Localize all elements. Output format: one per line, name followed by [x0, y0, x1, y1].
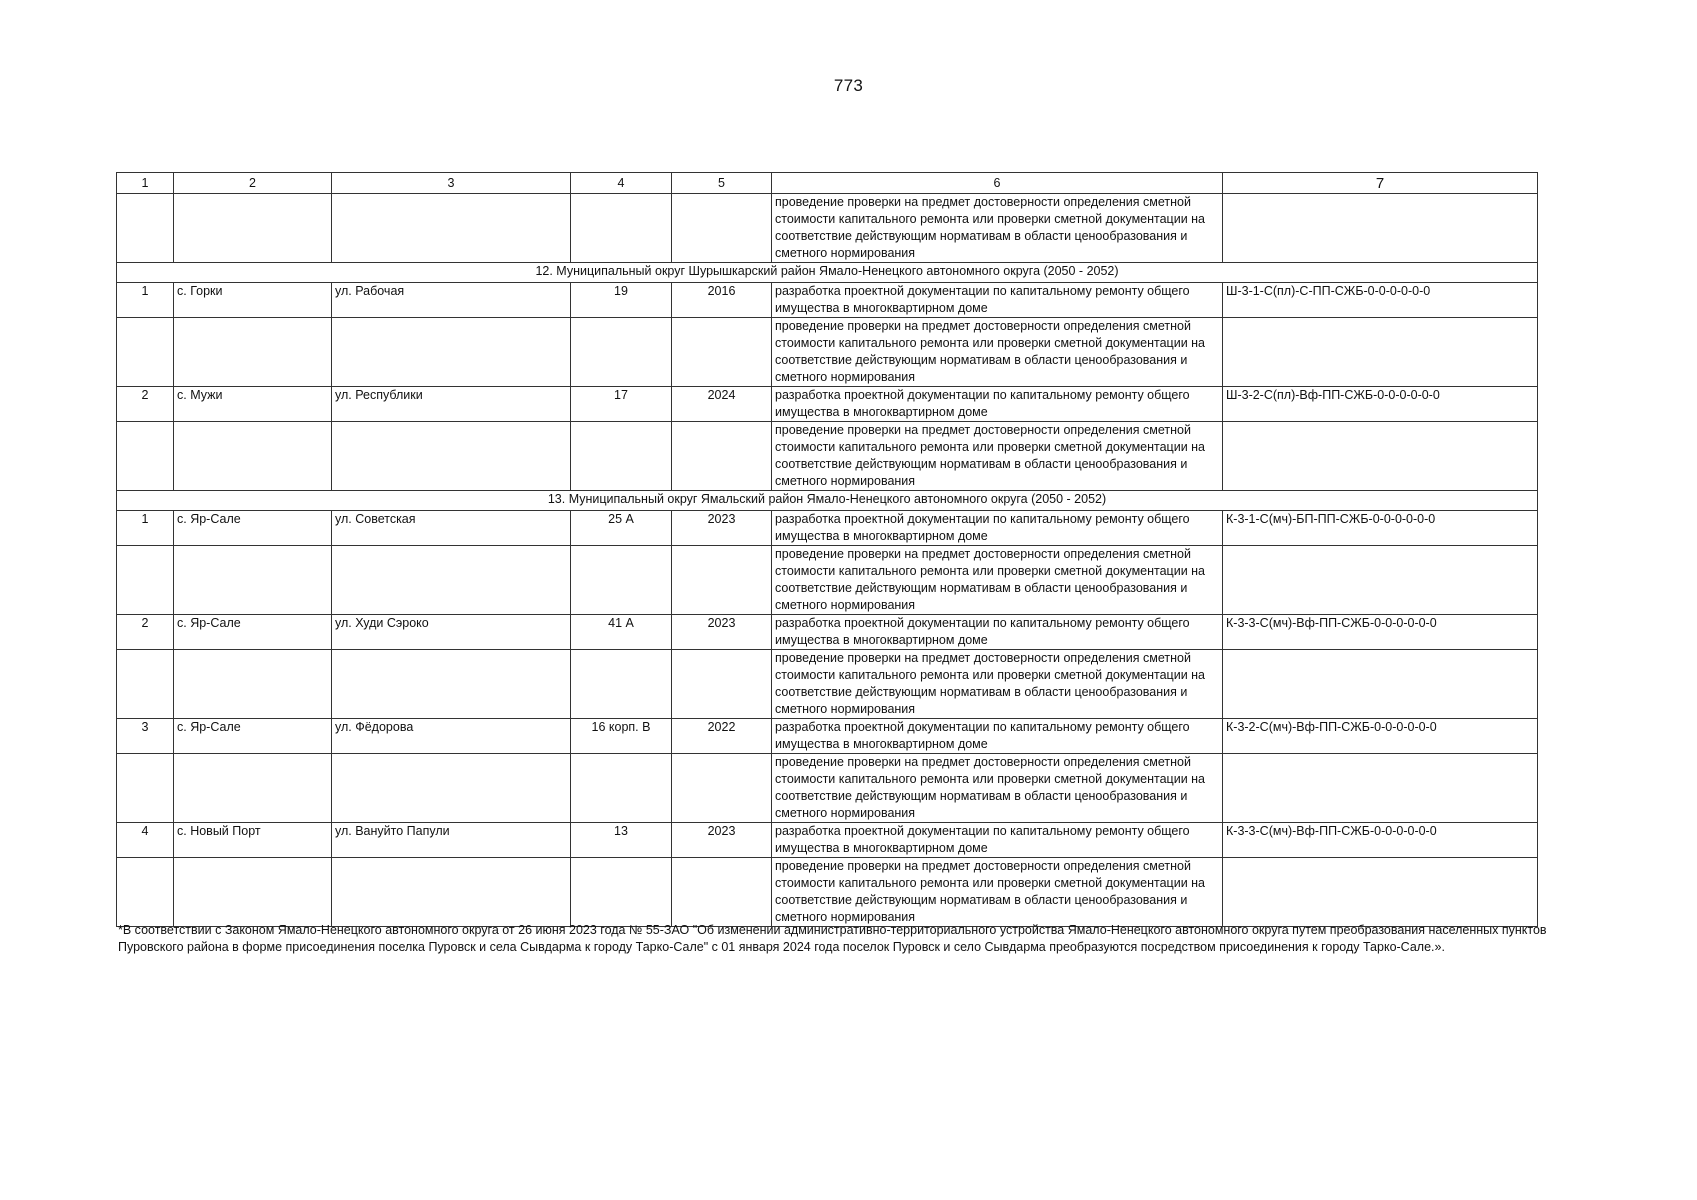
- column-header: 6: [772, 173, 1223, 194]
- locality-cell: с. Яр-Сале: [174, 719, 332, 754]
- column-header: 5: [672, 173, 772, 194]
- column-header: 7: [1223, 173, 1538, 194]
- table-row: [117, 650, 1538, 719]
- table-row: [117, 422, 1538, 491]
- house-cell: 19: [571, 283, 672, 318]
- row-number: 2: [117, 615, 174, 650]
- work-description: разработка проектной документации по капитальному ремонту общего имущества в многоквартирном доме: [772, 615, 1223, 650]
- table-row: [117, 194, 1538, 263]
- work-description: проведение проверки на предмет достоверности определения сметной стоимости капитального ремонта или проверки сметной документации на соответствие действующим нормативам в области ценообразования и сметного нормирования: [772, 422, 1223, 491]
- year-cell: 2023: [672, 823, 772, 858]
- row-number: 3: [117, 719, 174, 754]
- table-row: [117, 823, 1538, 858]
- year-cell: 2024: [672, 387, 772, 422]
- work-description: разработка проектной документации по капитальному ремонту общего имущества в многоквартирном доме: [772, 823, 1223, 858]
- locality-cell: с. Яр-Сале: [174, 615, 332, 650]
- house-cell: 13: [571, 823, 672, 858]
- row-number: 1: [117, 511, 174, 546]
- column-header: 4: [571, 173, 672, 194]
- work-description: проведение проверки на предмет достоверности определения сметной стоимости капитального ремонта или проверки сметной документации на соответствие действующим нормативам в области ценообразования и сметного нормирования: [772, 546, 1223, 615]
- year-cell: 2023: [672, 511, 772, 546]
- row-number: 4: [117, 823, 174, 858]
- table-row: [117, 615, 1538, 650]
- locality-cell: с. Яр-Сале: [174, 511, 332, 546]
- street-cell: ул. Худи Сэроко: [332, 615, 571, 650]
- work-description: разработка проектной документации по капитальному ремонту общего имущества в многоквартирном доме: [772, 719, 1223, 754]
- locality-cell: с. Горки: [174, 283, 332, 318]
- page-number: 773: [833, 76, 864, 95]
- code-cell: К-3-2-С(мч)-Вф-ПП-СЖБ-0-0-0-0-0-0: [1223, 719, 1538, 754]
- work-description: проведение проверки на предмет достоверности определения сметной стоимости капитального ремонта или проверки сметной документации на соответствие действующим нормативам в области ценообразования и сметного нормирования: [772, 650, 1223, 719]
- code-cell: Ш-3-2-С(пл)-Вф-ПП-СЖБ-0-0-0-0-0-0: [1223, 387, 1538, 422]
- code-cell: К-3-3-С(мч)-Вф-ПП-СЖБ-0-0-0-0-0-0: [1223, 615, 1538, 650]
- street-cell: ул. Республики: [332, 387, 571, 422]
- year-cell: 2023: [672, 615, 772, 650]
- year-cell: 2016: [672, 283, 772, 318]
- footnote: *В соответствии с Законом Ямало-Ненецкого автономного округа от 26 июня 2023 года № 55-ЗАО "Об изменении административно-территориального устройства Ямало-Ненецкого автономного округа путем преобразования населенных пунктов Пуровского района в форме присоединения поселка Пуровск и села Сывдарма к городу Тарко-Сале" с 01 января 2024 года поселок Пуровск и село Сывдарма преобразуются посредством присоединения к городу Тарко-Сале.».: [118, 923, 1547, 954]
- work-description: проведение проверки на предмет достоверности определения сметной стоимости капитального ремонта или проверки сметной документации на соответствие действующим нормативам в области ценообразования и сметного нормирования: [772, 194, 1223, 263]
- section-title: 13. Муниципальный округ Ямальский район Ямало-Ненецкого автономного округа (2050 - 2052): [117, 491, 1538, 511]
- house-cell: 17: [571, 387, 672, 422]
- work-description: проведение проверки на предмет достоверности определения сметной стоимости капитального ремонта или проверки сметной документации на соответствие действующим нормативам в области ценообразования и сметного нормирования: [772, 754, 1223, 823]
- work-description: разработка проектной документации по капитальному ремонту общего имущества в многоквартирном доме: [772, 387, 1223, 422]
- street-cell: ул. Вануйто Папули: [332, 823, 571, 858]
- work-description: проведение проверки на предмет достоверности определения сметной стоимости капитального ремонта или проверки сметной документации на соответствие действующим нормативам в области ценообразования и сметного нормирования: [772, 318, 1223, 387]
- street-cell: ул. Рабочая: [332, 283, 571, 318]
- work-description: проведение проверки на предмет достоверности определения сметной стоимости капитального ремонта или проверки сметной документации на соответствие действующим нормативам в области ценообразования и сметного нормирования: [772, 858, 1223, 927]
- street-cell: ул. Советская: [332, 511, 571, 546]
- house-cell: 16 корп. В: [571, 719, 672, 754]
- year-cell: 2022: [672, 719, 772, 754]
- section-header-row: [117, 491, 1538, 511]
- section-header-row: [117, 263, 1538, 283]
- locality-cell: с. Мужи: [174, 387, 332, 422]
- locality-cell: с. Новый Порт: [174, 823, 332, 858]
- house-cell: 41 А: [571, 615, 672, 650]
- table-row: [117, 719, 1538, 754]
- table-row: [117, 858, 1538, 927]
- column-number-row: [117, 173, 1538, 194]
- work-description: разработка проектной документации по капитальному ремонту общего имущества в многоквартирном доме: [772, 511, 1223, 546]
- row-number: 2: [117, 387, 174, 422]
- table-row: [117, 511, 1538, 546]
- column-header: 3: [332, 173, 571, 194]
- code-cell: К-3-1-С(мч)-БП-ПП-СЖБ-0-0-0-0-0-0: [1223, 511, 1538, 546]
- table-row: [117, 387, 1538, 422]
- column-header: 1: [117, 173, 174, 194]
- capital-repair-table: [116, 172, 1538, 927]
- row-number: 1: [117, 283, 174, 318]
- table-row: [117, 754, 1538, 823]
- section-title: 12. Муниципальный округ Шурышкарский район Ямало-Ненецкого автономного округа (2050 - 2052): [117, 263, 1538, 283]
- table-row: [117, 283, 1538, 318]
- street-cell: ул. Фёдорова: [332, 719, 571, 754]
- table-row: [117, 546, 1538, 615]
- work-description: разработка проектной документации по капитальному ремонту общего имущества в многоквартирном доме: [772, 283, 1223, 318]
- code-cell: Ш-3-1-С(пл)-С-ПП-СЖБ-0-0-0-0-0-0: [1223, 283, 1538, 318]
- column-header: 2: [174, 173, 332, 194]
- table-row: [117, 318, 1538, 387]
- code-cell: К-3-3-С(мч)-Вф-ПП-СЖБ-0-0-0-0-0-0: [1223, 823, 1538, 858]
- house-cell: 25 А: [571, 511, 672, 546]
